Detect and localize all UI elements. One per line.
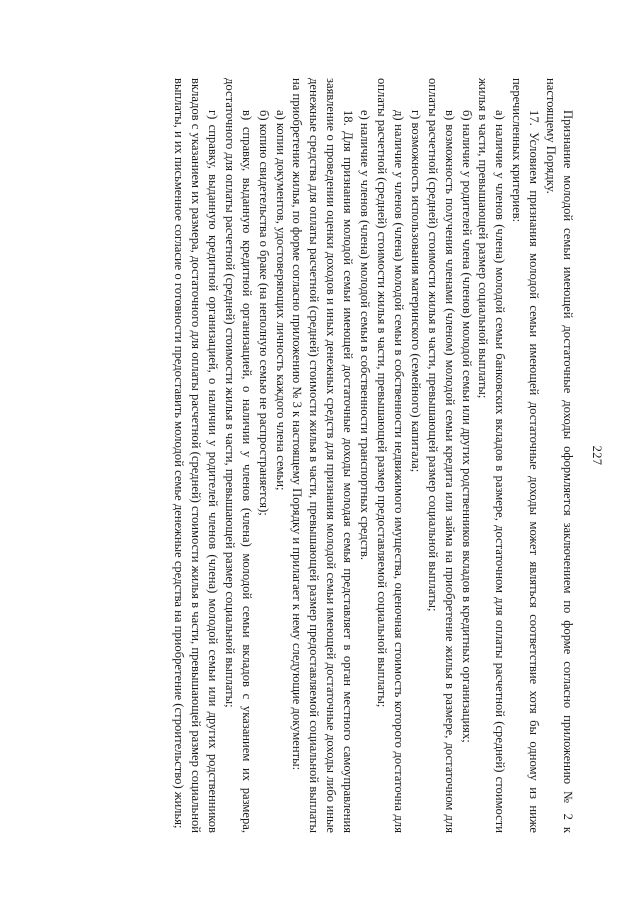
paragraph: а) копии документов, удостоверяющих личность каждого члена семьи; — [273, 110, 288, 491]
paragraph: в) справку, выданную кредитной организацией, о наличии у членов (члена) молодой семьи вкладов с указанием их размера, достаточного для оплаты расчетной (средней) стоимости жилья в части, превышающей размер социальной выплаты; — [222, 78, 254, 833]
paragraph: 18. Для признания молодой семьи имеющей достаточные доходы молодая семья представляет в орган местного самоуправления заявление о проведении оценки доходов и иных денежных средств для признания молодой семьи имеющей достаточные доходы либо иные денежные средства для оплаты расчетной (средней) стоимости жилья в части, превышающей размер предоставляемой социальной выплаты на приобретение жилья, по форме согласно приложению № 3 к настоящему Порядку и прилагает к нему следующие документы: — [290, 78, 356, 833]
paragraph: а) наличие у членов (члена) молодой семьи банковских вкладов в размере, достаточном для оплаты расчетной (средней) стоимости жилья в части, превышающей размер социальной выплаты; — [476, 78, 508, 833]
paragraph: е) наличие у членов (члена) молодой семьи в собственности транспортных средств. — [358, 110, 373, 561]
document-body — [170, 78, 576, 833]
page-content — [34, 78, 604, 833]
paragraph: б) копию свидетельства о браке (на неполную семью не распространяется); — [256, 110, 271, 516]
page-number: 227 — [590, 445, 604, 466]
paragraph: 17. Условием признания молодой семьи имеющей достаточные доходы может являться соответствие хотя бы одному из ниже перечисленных критериев: — [510, 78, 542, 833]
paragraph: в) возможность получения членами (членом) молодой семьи кредита или займа на приобретение жилья в размере, достаточном для оплаты расчетной (средней) стоимости жилья в части, превышающей размер социальной выплаты; — [425, 78, 457, 833]
paragraph: д) наличие у членов (члена) молодой семьи в собственности недвижимого имущества, оценочная стоимость которого достаточна для оплаты расчетной (средней) стоимости жилья в части, превышающей размер предоставляемой социальной выплаты; — [375, 78, 406, 833]
paragraph: г) справку, выданную кредитной организацией, о наличии у родителей членов (члена) молодой семьи или других родственников вкладов с указанием их размера, достаточного для оплаты расчетной (средней) стоимости жилья в части, превышающей размер социальной выплаты, и их письменное согласие о готовности предоставить молодой семье денежные средства на приобретение (строительство) жилья; — [172, 78, 220, 833]
paragraph: б) наличие у родителей члена (членов) молодой семьи или других родственников вкладов в кредитных организациях; — [459, 110, 474, 743]
paragraph: г) возможность использования материнского (семейного) капитала; — [408, 110, 423, 473]
paragraph: Признание молодой семьи имеющей достаточные доходы оформляется заключением по форме согласно приложению № 2 к настоящему Порядку. — [544, 78, 575, 833]
